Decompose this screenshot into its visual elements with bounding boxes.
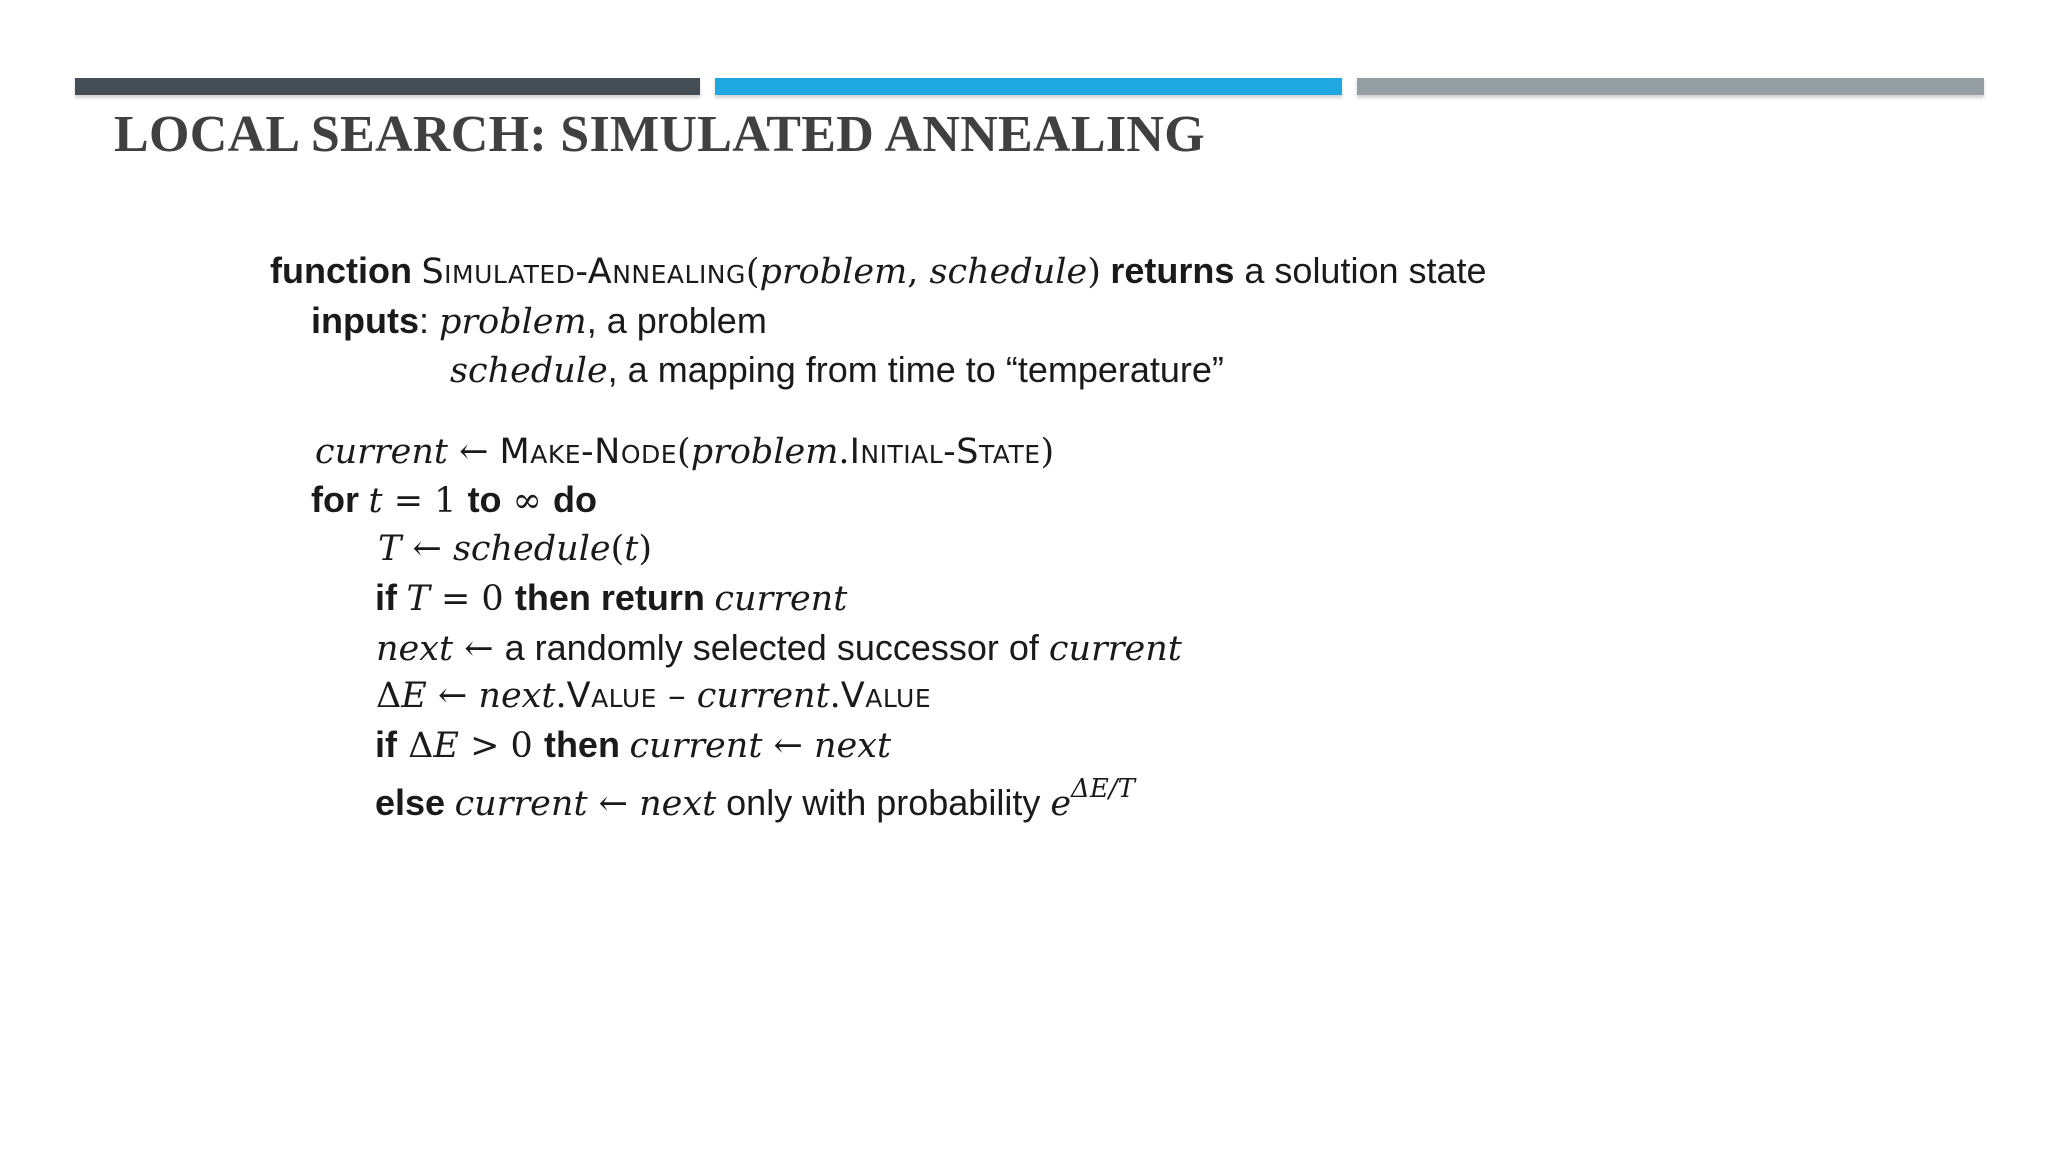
euler-e: e: [1050, 784, 1072, 824]
keyword-function: function: [270, 250, 412, 291]
var-current: current: [1048, 629, 1182, 669]
var-schedule: schedule: [450, 351, 608, 391]
pseudocode-line-else: [375, 776, 1135, 822]
keyword-do: do: [552, 479, 597, 520]
var-problem: problem: [690, 432, 839, 472]
paren-open: (: [610, 529, 625, 569]
prop-value: Value: [566, 676, 657, 716]
var-T: T: [406, 579, 430, 619]
colon: :: [418, 300, 439, 341]
function-make-node: Make-Node: [499, 432, 678, 472]
delta-symbol: Δ: [397, 726, 434, 766]
prop-value: Value: [840, 676, 932, 716]
var-E: E: [433, 726, 459, 766]
pseudocode-line-next: [376, 629, 1182, 667]
pseudocode-line-inputs: [311, 302, 767, 340]
assign-arrow: ←: [453, 629, 505, 669]
arg-problem: problem: [759, 252, 908, 292]
keyword-else: else: [375, 782, 446, 823]
pseudocode-line-temperature: [378, 529, 652, 567]
paren-close: ): [638, 529, 652, 569]
var-E: E: [401, 676, 427, 716]
paren-close: ): [1040, 432, 1055, 472]
assign-arrow: ←: [762, 726, 814, 766]
keyword-returns: returns: [1110, 250, 1235, 291]
input-desc-problem: , a problem: [586, 300, 767, 341]
pseudocode-line-for: [311, 481, 597, 519]
pseudocode-line-function: [270, 252, 1487, 290]
assign-arrow: ←: [447, 432, 500, 472]
dot: .: [829, 676, 841, 716]
input-desc-schedule: , a mapping from time to “temperature”: [607, 349, 1224, 390]
exponent-delta-e-over-t: ΔE/T: [1071, 774, 1135, 804]
pseudocode-line-schedule: [450, 351, 1224, 389]
keyword-then-return: then return: [514, 577, 705, 618]
keyword-if: if: [375, 577, 397, 618]
paren-close: ): [1087, 252, 1101, 292]
arg-schedule: schedule: [929, 252, 1088, 292]
keyword-for: for: [311, 479, 359, 520]
var-T: T: [378, 529, 402, 569]
slide-title: LOCAL SEARCH: SIMULATED ANNEALING: [114, 106, 1206, 163]
assign-arrow: ←: [587, 784, 640, 824]
function-schedule: schedule: [452, 529, 611, 569]
pseudocode-line-if-improve: [375, 726, 891, 764]
dot: .: [838, 432, 850, 472]
keyword-then: then: [543, 724, 620, 765]
paren-open: (: [745, 252, 760, 292]
pseudocode-line-delta: [376, 676, 931, 714]
keyword-to: to: [467, 479, 502, 520]
infinity-symbol: ∞: [501, 481, 553, 521]
pseudocode-line-init: [315, 432, 1054, 470]
var-current: current: [315, 432, 448, 472]
greater-than-zero: > 0: [458, 726, 544, 766]
minus-sign: –: [656, 676, 697, 716]
comma: ,: [907, 252, 930, 292]
equals-one: = 1: [382, 481, 468, 521]
keyword-if: if: [375, 724, 397, 765]
var-problem: problem: [439, 302, 587, 342]
var-t: t: [368, 481, 383, 521]
probability-text: only with probability: [716, 782, 1051, 823]
pseudocode-line-if-zero: [375, 579, 847, 617]
var-next: next: [639, 784, 717, 824]
returns-text: a solution state: [1234, 250, 1487, 291]
var-next: next: [813, 726, 892, 766]
assign-arrow: ←: [401, 529, 453, 569]
keyword-inputs: inputs: [311, 300, 419, 341]
var-current: current: [454, 784, 588, 824]
assign-arrow: ←: [426, 676, 479, 716]
var-next: next: [478, 676, 556, 716]
var-next: next: [376, 629, 454, 669]
dot: .: [555, 676, 567, 716]
var-current: current: [629, 726, 763, 766]
delta-symbol: Δ: [376, 676, 402, 716]
paren-open: (: [677, 432, 691, 472]
function-name: Simulated-Annealing: [421, 252, 746, 292]
successor-text: a randomly selected successor of: [504, 627, 1049, 668]
var-current: current: [714, 579, 848, 619]
var-t: t: [624, 529, 639, 569]
prop-initial-state: Initial-State: [849, 432, 1041, 472]
var-current: current: [696, 676, 830, 716]
equals-zero: = 0: [429, 579, 515, 619]
